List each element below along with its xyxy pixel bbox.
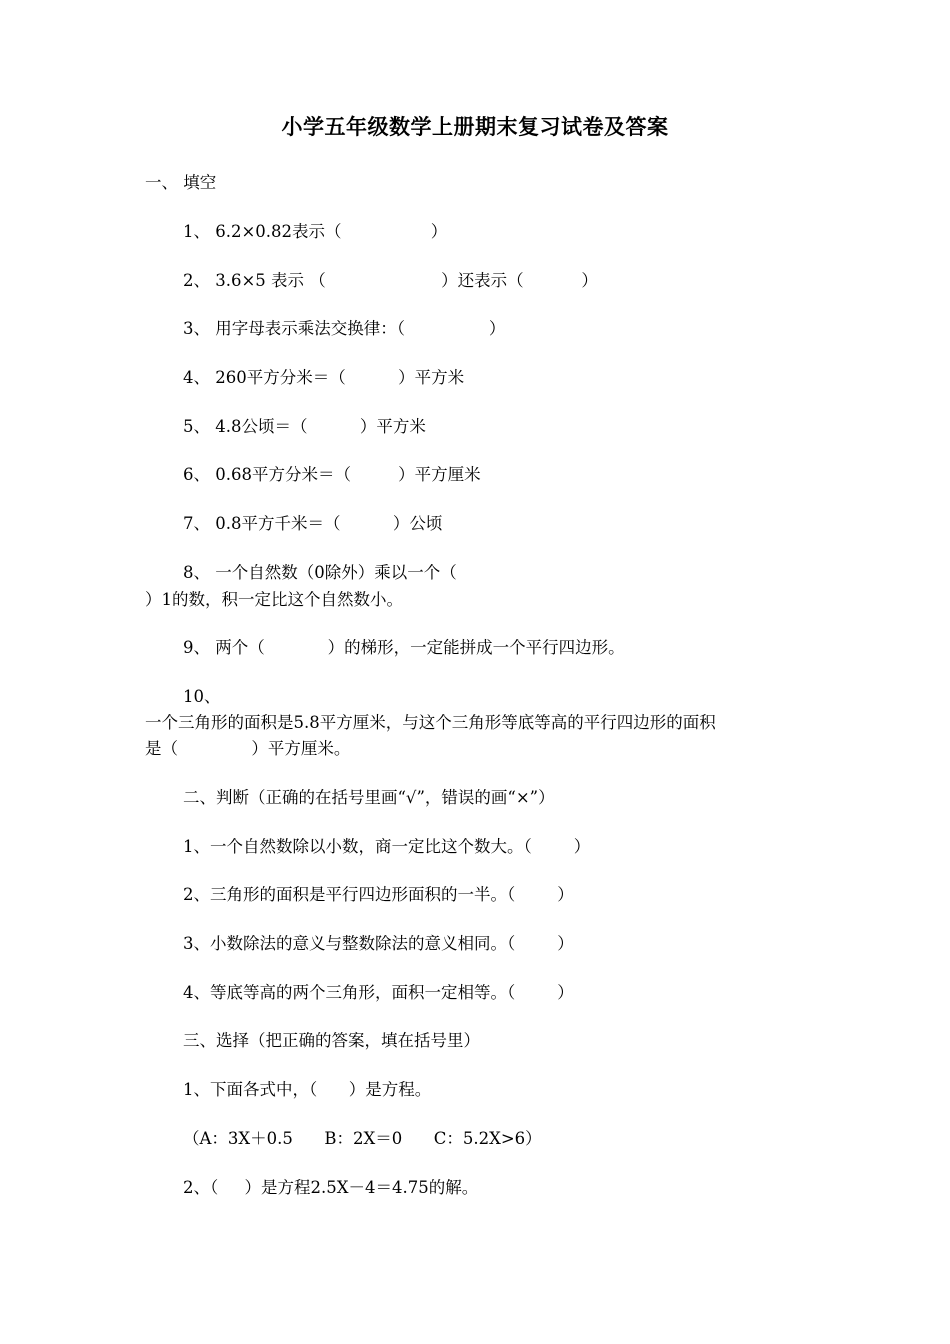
fill-item-8-line-2: ）1的数，积一定比这个自然数小。 [145,590,403,609]
section-1-heading: 一、 填空 [145,173,217,192]
fill-item-1: 1、 6.2×0.82表示（ ） [183,222,448,241]
judge-item-3: 3、小数除法的意义与整数除法的意义相同。（ ） [183,934,574,953]
fill-item-6: 6、 0.68平方分米＝（ ）平方厘米 [183,465,481,484]
section-3-heading: 三、选择（把正确的答案，填在括号里） [183,1031,480,1050]
fill-item-10-line-1: 10、 [183,687,221,706]
section-2-heading: 二、判断（正确的在括号里画“√”，错误的画“×”） [183,788,555,807]
fill-item-5: 5、 4.8公顷＝（ ）平方米 [183,417,426,436]
choice-item-1: 1、下面各式中，（ ）是方程。 [183,1080,432,1099]
choice-item-2: 2、（ ）是方程2.5X－4＝4.75的解。 [183,1178,479,1197]
fill-item-10-line-3: 是（ ）平方厘米。 [145,739,351,758]
judge-item-4: 4、等底等高的两个三角形，面积一定相等。（ ） [183,983,574,1002]
fill-item-2: 2、 3.6×5 表示 （ ）还表示（ ） [183,271,598,290]
fill-item-9: 9、 两个（ ）的梯形，一定能拼成一个平行四边形。 [183,638,625,657]
fill-item-8-line-1: 8、 一个自然数（0除外）乘以一个（ [183,563,457,582]
fill-item-4: 4、 260平方分米＝（ ）平方米 [183,368,465,387]
fill-item-10-line-2: 一个三角形的面积是5.8平方厘米，与这个三角形等底等高的平行四边形的面积 [145,713,716,732]
fill-item-3: 3、 用字母表示乘法交换律：（ ） [183,319,506,338]
fill-item-7: 7、 0.8平方千米＝（ ）公顷 [183,514,443,533]
judge-item-2: 2、三角形的面积是平行四边形面积的一半。（ ） [183,885,574,904]
choice-item-1-options: （A：3X＋0.5 B：2X＝0 C：5.2X>6） [183,1129,542,1148]
judge-item-1: 1、一个自然数除以小数，商一定比这个数大。（ ） [183,837,591,856]
page-title: 小学五年级数学上册期末复习试卷及答案 [281,114,669,139]
